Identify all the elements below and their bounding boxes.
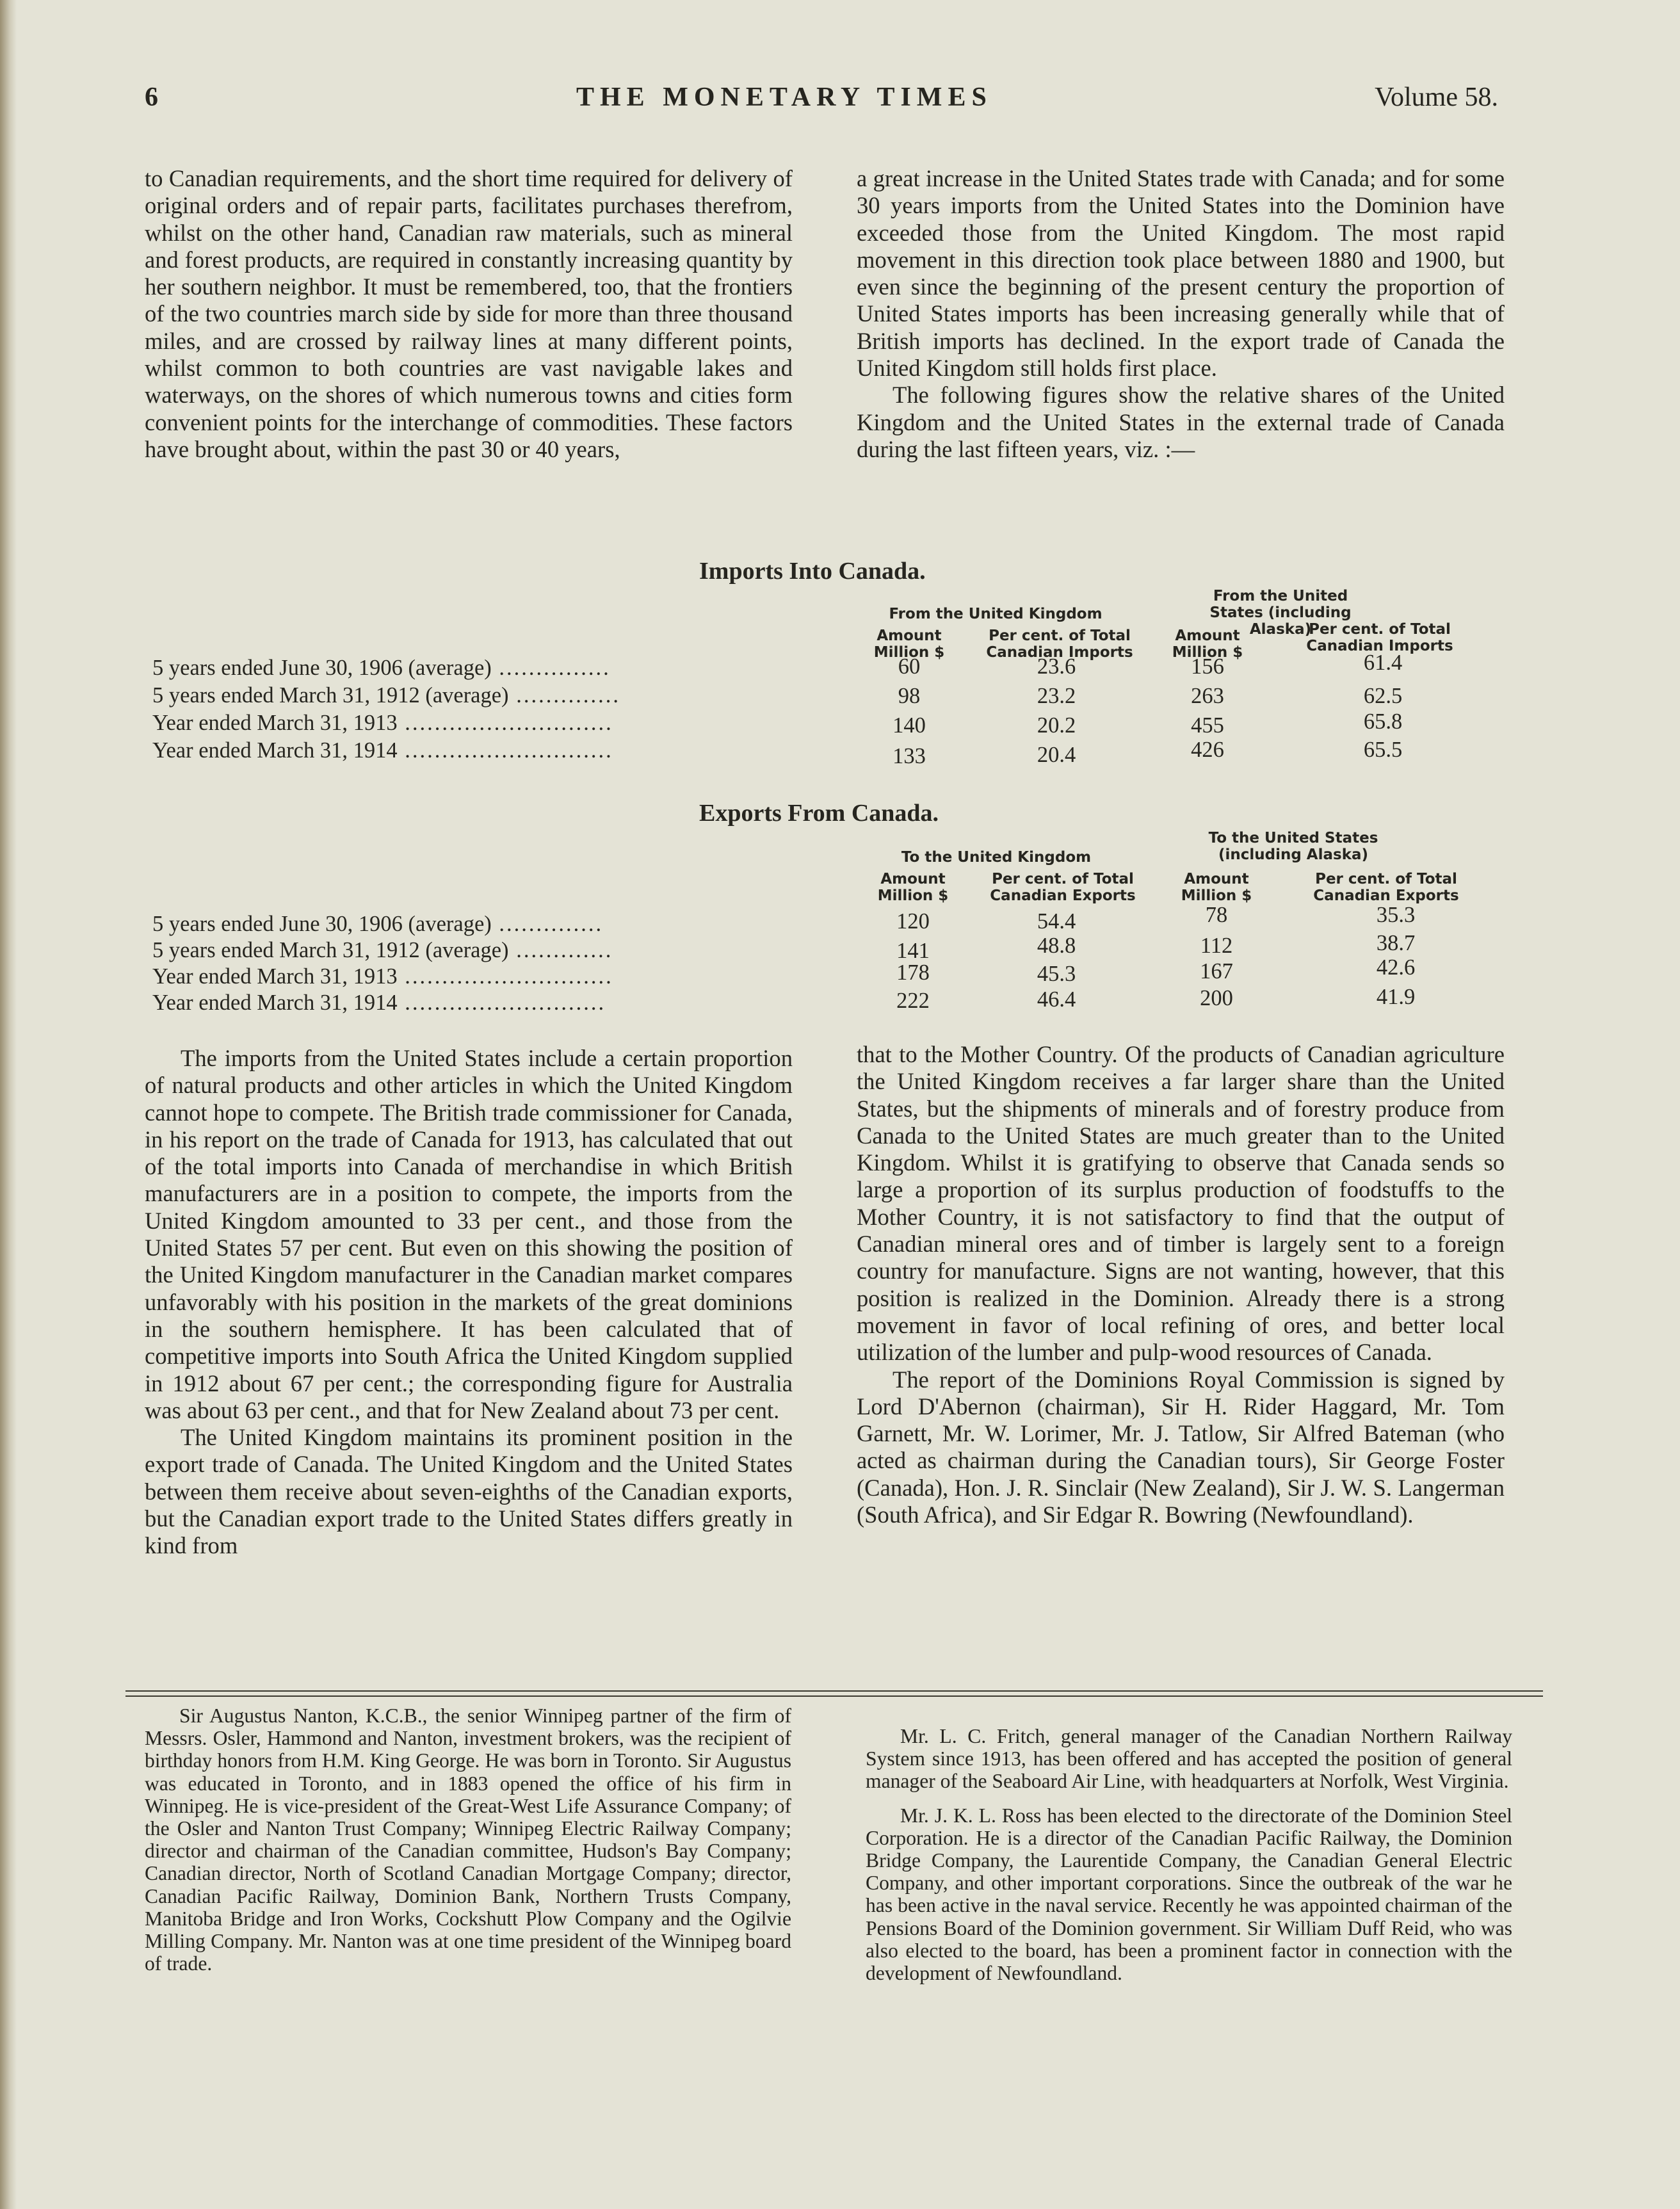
- imports-cell: 455: [1191, 713, 1224, 738]
- paragraph: The imports from the United States include a certain proportion of natural products and other articles in which the United Kingdom cannot hope to compete. The British trade commissioner for Canada, in his report on the trade of Canada for 1913, has calculated that out of the total imports into Canada of merchandise in which British manufacturers are in a position to compete, the imports from the United Kingdom amounted to 33 per cent., and those from the United States 57 per cent. But even on this showing the position of the United Kingdom manufacturer in the Canadian market compares unfavorably with his position in the markets of the great dominions in the southern hemisphere. It has been calculated that of competitive imports into South Africa the United Kingdom supplied in 1912 about 67 per cent.; the corresponding figure for Australia was about 63 per cent., and that for New Zealand about 73 per cent.: [145, 1045, 793, 1423]
- exports-us-group-header: To the United States (including Alaska): [1208, 830, 1378, 863]
- imports-cell: 65.5: [1363, 738, 1403, 762]
- exports-cell: 141: [896, 939, 930, 963]
- exports-uk-group-header: To the United Kingdom: [901, 849, 1092, 866]
- exports-row-label: 5 years ended March 31, 1912 (average) .............: [152, 938, 613, 962]
- separator-rule: [125, 1690, 1543, 1692]
- exports-cell: 45.3: [1037, 962, 1076, 986]
- imports-cell: 61.4: [1363, 651, 1403, 675]
- imports-row-label: Year ended March 31, 1913 ............................: [152, 711, 613, 735]
- exports-us-amount-header: Amount Million $: [1181, 871, 1252, 904]
- exports-cell: 167: [1200, 959, 1233, 983]
- imports-table-title: Imports Into Canada.: [699, 558, 926, 585]
- imports-cell: 426: [1191, 738, 1224, 762]
- exports-cell: 222: [896, 989, 930, 1013]
- imports-uk-group-header: From the United Kingdom: [889, 606, 1102, 622]
- exports-cell: 200: [1200, 986, 1233, 1010]
- imports-row-label: 5 years ended March 31, 1912 (average) ..............: [152, 683, 620, 708]
- volume-label: Volume 58.: [1375, 83, 1498, 112]
- paragraph: a great increase in the United States trade with Canada; and for some 30 years imports from the United States into the Dominion have exceeded those from the United Kingdom. The most rapid movement in this direction took place between 1880 and 1900, but even since the beginning of the present century the proportion of United States imports has been increasing generally while that of British imports has declined. In the export trade of Canada the United Kingdom still holds first place.: [857, 165, 1505, 382]
- exports-cell: 120: [896, 909, 930, 934]
- bottom-right-column: [866, 1725, 1512, 1984]
- paragraph: The United Kingdom maintains its prominent position in the export trade of Canada. The United Kingdom and the United States between them receive about seven-eighths of the Canadian exports, but the Canadian export trade to the United States differs greatly in kind from: [145, 1424, 793, 1559]
- imports-row-label: Year ended March 31, 1914 ............................: [152, 738, 613, 763]
- imports-cell: 133: [892, 744, 926, 768]
- imports-cell: 60: [898, 654, 921, 679]
- imports-cell: 98: [898, 684, 921, 708]
- imports-cell: 263: [1191, 684, 1224, 708]
- exports-cell: 42.6: [1376, 955, 1416, 980]
- imports-cell: 65.8: [1363, 709, 1403, 734]
- top-left-column: [145, 165, 793, 463]
- exports-cell: 38.7: [1376, 931, 1416, 955]
- paragraph: The report of the Dominions Royal Commission is signed by Lord D'Abernon (chairman), Sir H. Rider Haggard, Mr. Tom Garnett, Mr. W. Lorimer, Mr. J. Tatlow, Sir Alfred Bateman (who acted as chairman during the Canadian tours), Sir George Foster (Canada), Hon. J. R. Sinclair (New Zealand), Sir J. W. S. Langerman (South Africa), and Sir Edgar R. Bowring (Newfoundland).: [857, 1366, 1505, 1528]
- paragraph: to Canadian requirements, and the short time required for delivery of original orders and of repair parts, facilitates purchases therefrom, whilst on the other hand, Canadian raw materials, such as mineral and forest products, are required in constantly increasing quantity by her southern neighbor. It must be remembered, too, that the frontiers of the two countries march side by side for more than three thousand miles, and are crossed by railway lines at many different points, whilst common to both countries are vast navigable lakes and waterways, on the shores of which numerous towns and cities form convenient points for the interchange of commodities. These factors have brought about, within the past 30 or 40 years,: [145, 165, 793, 462]
- exports-uk-amount-header: Amount Million $: [877, 871, 949, 904]
- exports-row-label: 5 years ended June 30, 1906 (average) ..............: [152, 912, 604, 936]
- mid-left-column: [145, 1045, 793, 1560]
- paragraph: The following figures show the relative shares of the United Kingdom and the United States in the external trade of Canada during the last fifteen years, viz. :—: [857, 382, 1505, 462]
- imports-row-label: 5 years ended June 30, 1906 (average) ...............: [152, 656, 611, 680]
- exports-cell: 112: [1200, 934, 1233, 958]
- imports-uk-amount-header: Amount Million $: [873, 627, 945, 661]
- exports-cell: 35.3: [1376, 903, 1416, 927]
- paragraph: Mr. J. K. L. Ross has been elected to the directorate of the Dominion Steel Corporation. He is a director of the Canadian Pacific Railway, the Dominion Bridge Company, the Laurentide Company, the Canadian General Electric Company, and other important corporations. Since the outbreak of the war he has been active in the naval service. Recently he was appointed chairman of the Pensions Board of the Dominion government. Sir William Duff Reid, who was also elected to the board, has been a prominent factor in connection with the development of Newfoundland.: [866, 1804, 1512, 1985]
- imports-cell: 140: [892, 713, 926, 738]
- bottom-left-column: [145, 1704, 791, 1975]
- exports-us-pct-header: Per cent. of Total Canadian Exports: [1313, 871, 1459, 904]
- paragraph: that to the Mother Country. Of the products of Canadian agriculture the United Kingdom receives a far larger share than the United States, but the shipments of minerals and of forestry produce from Canada to the United States are much greater than to the United Kingdom. Whilst it is gratifying to observe that Canada sends so large a proportion of its surplus production of foodstuffs to the Mother Country, it is not satisfactory to find that the output of Canadian mineral ores and of timber is largely sent to a foreign country for manufacture. Signs are not wanting, however, that this position is realized in the Dominion. Already there is a strong movement in favor of local refining of ores, and better local utilization of the lumber and pulp-wood resources of Canada.: [857, 1041, 1505, 1366]
- imports-cell: 23.6: [1037, 654, 1076, 679]
- imports-us-group-header: From the United States (including Alaska): [1209, 588, 1352, 638]
- exports-cell: 48.8: [1037, 934, 1076, 958]
- exports-table-title: Exports From Canada.: [699, 800, 939, 827]
- exports-uk-pct-header: Per cent. of Total Canadian Exports: [990, 871, 1136, 904]
- mid-right-column: [857, 1041, 1505, 1528]
- exports-cell: 78: [1205, 903, 1228, 927]
- masthead-title: THE MONETARY TIMES: [576, 83, 992, 112]
- separator-rule: [125, 1695, 1543, 1697]
- exports-row-label: Year ended March 31, 1913 ............................: [152, 964, 613, 989]
- exports-cell: 41.9: [1376, 985, 1416, 1009]
- imports-us-pct-header: Per cent. of Total Canadian Imports: [1306, 621, 1453, 654]
- exports-cell: 46.4: [1037, 987, 1076, 1012]
- imports-cell: 20.2: [1037, 713, 1076, 738]
- imports-cell: 62.5: [1363, 684, 1403, 708]
- page-number: 6: [145, 83, 158, 112]
- top-right-column: [857, 165, 1505, 463]
- paragraph: Sir Augustus Nanton, K.C.B., the senior Winnipeg partner of the firm of Messrs. Osler, Hammond and Nanton, investment brokers, was the recipient of birthday honors from H.M. King George. He was born in Toronto. Sir Augustus was educated in Toronto, and in 1883 opened the office of his firm in Winnipeg. He is vice-president of the Great-West Life Assurance Company; of the Osler and Nanton Trust Company; Winnipeg Electric Railway Company; director and chairman of the Canadian committee, Hudson's Bay Company; Canadian director, North of Scotland Canadian Mortgage Company; director, Canadian Pacific Railway, Dominion Bank, Northern Trusts Company, Manitoba Bridge and Iron Works, Cockshutt Plow Company and the Ogilvie Milling Company. Mr. Nanton was at one time president of the Winnipeg board of trade.: [145, 1704, 791, 1975]
- imports-uk-pct-header: Per cent. of Total Canadian Imports: [986, 627, 1133, 661]
- exports-row-label: Year ended March 31, 1914 ...........................: [152, 991, 606, 1015]
- paragraph: Mr. L. C. Fritch, general manager of the Canadian Northern Railway System since 1913, has been offered and has accepted the position of general manager of the Seaboard Air Line, with headquarters at Norfolk, West Virginia.: [866, 1725, 1512, 1793]
- imports-us-amount-header: Amount Million $: [1172, 627, 1243, 661]
- exports-cell: 178: [896, 960, 930, 985]
- exports-cell: 54.4: [1037, 909, 1076, 934]
- imports-cell: 23.2: [1037, 684, 1076, 708]
- imports-cell: 156: [1191, 654, 1224, 679]
- imports-cell: 20.4: [1037, 743, 1076, 767]
